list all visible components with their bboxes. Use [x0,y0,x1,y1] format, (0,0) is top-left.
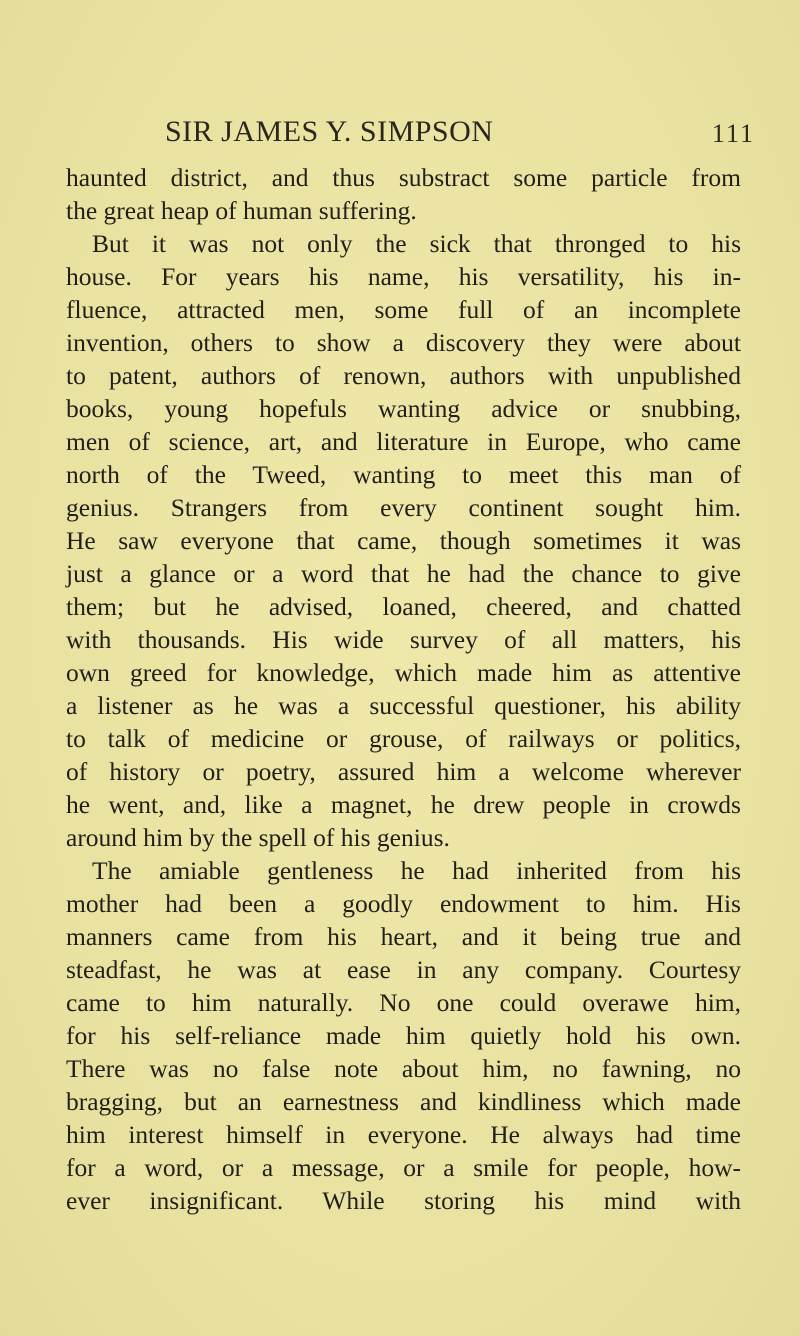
text-line: with thousands. His wide survey of all matters, his [66,625,741,654]
text-line: books, young hopefuls wanting advice or snubbing, [66,394,741,423]
text-line: fluence, attracted men, some full of an incomplete [66,295,741,324]
text-line: he went, and, like a magnet, he drew people in crowds [66,790,741,819]
text-line: came to him naturally. No one could overawe him, [66,988,741,1017]
text-line: haunted district, and thus substract some particle from [66,163,741,192]
text-line: for his self-reliance made him quietly hold his own. [66,1021,741,1050]
page-number: 111 [711,119,755,148]
text-line: them; but he advised, loaned, cheered, and chatted [66,592,741,621]
text-line: for a word, or a message, or a smile for people, how- [66,1153,741,1182]
text-line: There was no false note about him, no fawning, no [66,1054,741,1083]
text-line: steadfast, he was at ease in any company. Courtesy [66,955,741,984]
text-line: north of the Tweed, wanting to meet this man of [66,460,741,489]
text-line: to talk of medicine or grouse, of railways or politics, [66,724,741,753]
text-line: the great heap of human suffering. [66,196,417,225]
text-line: manners came from his heart, and it being true and [66,922,741,951]
text-line: mother had been a goodly endowment to him. His [66,889,741,918]
running-head [165,112,755,152]
text-line: invention, others to show a discovery they were about [66,328,741,357]
text-line: genius. Strangers from every continent sought him. [66,493,741,522]
text-line: The amiable gentleness he had inherited from his [92,856,741,885]
text-line: But it was not only the sick that thronged to his [92,229,741,258]
text-line: bragging, but an earnestness and kindliness which made [66,1087,741,1116]
text-line: to patent, authors of renown, authors with unpublished [66,361,741,390]
text-line: ever insignificant. While storing his mind with [66,1186,741,1215]
text-line: own greed for knowledge, which made him as attentive [66,658,741,687]
text-line: him interest himself in everyone. He always had time [66,1120,741,1149]
text-line: He saw everyone that came, though sometimes it was [66,526,741,555]
text-line: men of science, art, and literature in Europe, who came [66,427,741,456]
running-title: SIR JAMES Y. SIMPSON [165,115,494,148]
text-line: around him by the spell of his genius. [66,823,450,852]
text-line: just a glance or a word that he had the chance to give [66,559,741,588]
text-line: a listener as he was a successful questioner, his ability [66,691,741,720]
text-line: house. For years his name, his versatility, his in- [66,262,741,291]
text-line: of history or poetry, assured him a welcome wherever [66,757,741,786]
body-text [66,161,741,1217]
